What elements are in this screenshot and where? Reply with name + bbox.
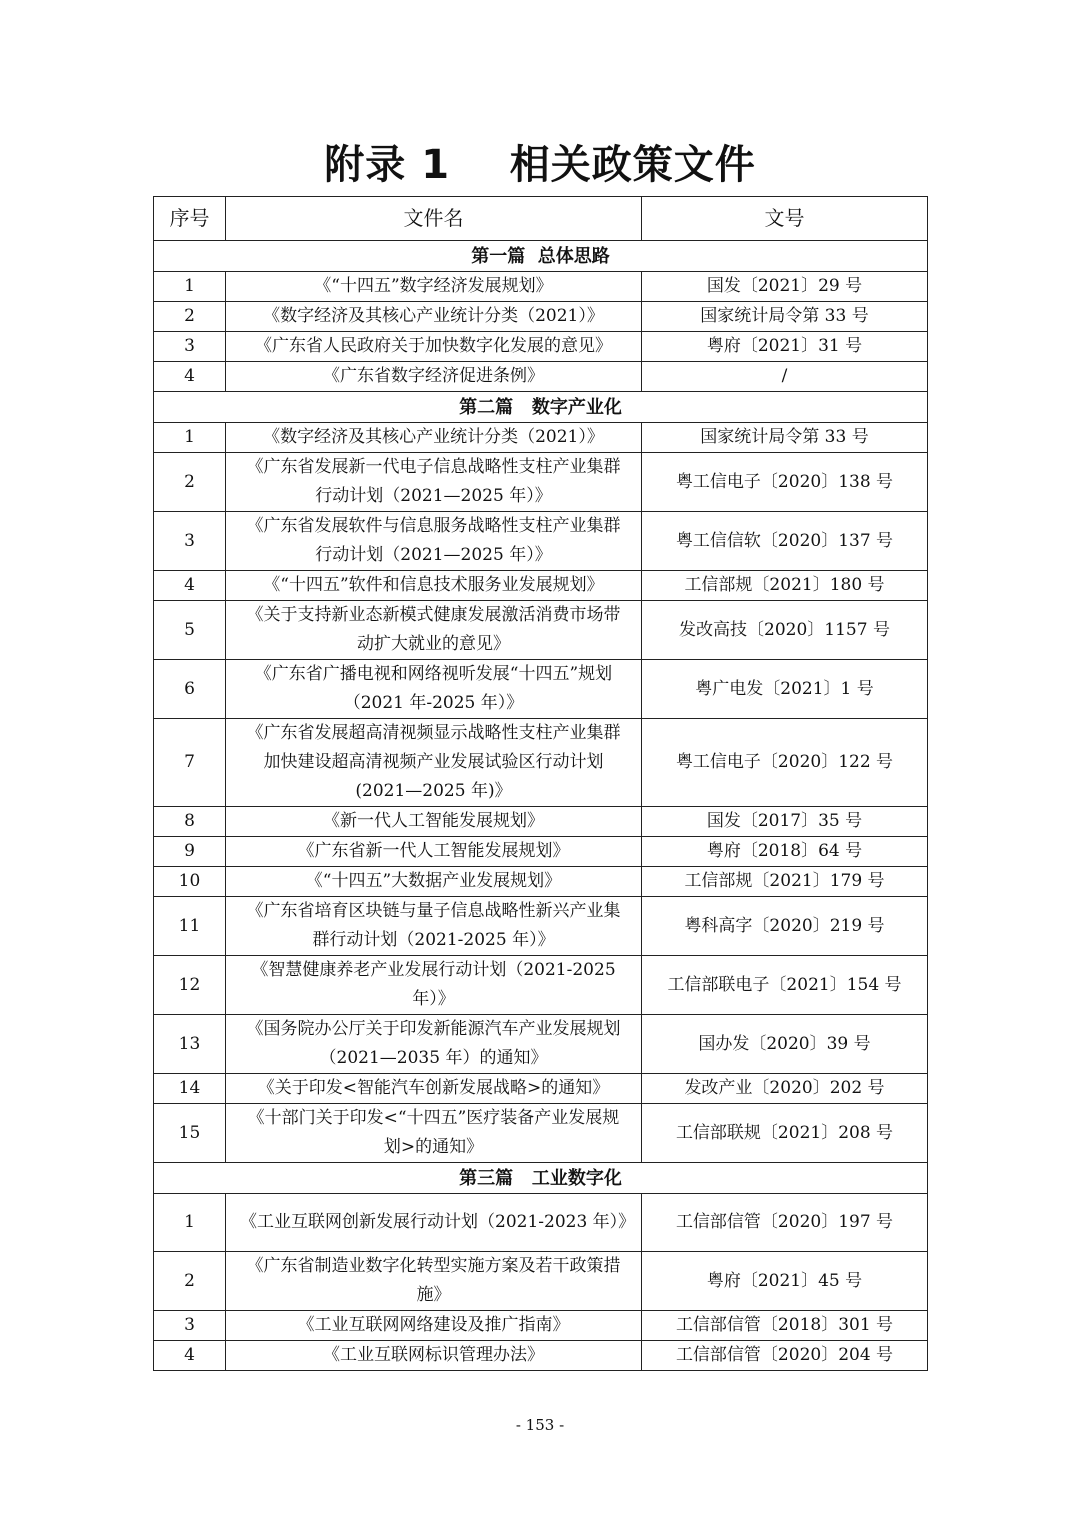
serial-cell: 2 <box>154 1252 226 1311</box>
doc-number-cell: 粤广电发〔2021〕1 号 <box>642 660 928 719</box>
serial-cell: 4 <box>154 1341 226 1371</box>
serial-cell: 13 <box>154 1015 226 1074</box>
doc-number-cell: 工信部信管〔2020〕204 号 <box>642 1341 928 1371</box>
doc-number-cell: / <box>642 362 928 392</box>
file-name-cell: 《工业互联网创新发展行动计划（2021-2023 年）》 <box>226 1194 642 1252</box>
file-name-cell: 《关于支持新业态新模式健康发展激活消费市场带动扩大就业的意见》 <box>226 601 642 660</box>
header-doc-number: 文号 <box>642 197 928 241</box>
file-name-cell: 《广东省发展超高清视频显示战略性支柱产业集群加快建设超高清视频产业发展试验区行动计划(2021—2025 年)》 <box>226 719 642 807</box>
serial-cell: 3 <box>154 512 226 571</box>
serial-cell: 5 <box>154 601 226 660</box>
section-title: 第一篇 总体思路 <box>154 241 928 272</box>
doc-number-cell: 工信部信管〔2020〕197 号 <box>642 1194 928 1252</box>
table-header-row <box>154 197 928 241</box>
table-row <box>154 362 928 392</box>
serial-cell: 10 <box>154 867 226 897</box>
serial-cell: 6 <box>154 660 226 719</box>
section-row <box>154 241 928 272</box>
doc-number-cell: 国家统计局令第 33 号 <box>642 302 928 332</box>
file-name-cell: 《“十四五”大数据产业发展规划》 <box>226 867 642 897</box>
serial-cell: 7 <box>154 719 226 807</box>
file-name-cell: 《数字经济及其核心产业统计分类（2021）》 <box>226 302 642 332</box>
doc-number-cell: 国办发〔2020〕39 号 <box>642 1015 928 1074</box>
doc-number-cell: 粤工信电子〔2020〕138 号 <box>642 453 928 512</box>
file-name-cell: 《广东省发展新一代电子信息战略性支柱产业集群行动计划（2021—2025 年）》 <box>226 453 642 512</box>
doc-number-cell: 国发〔2021〕29 号 <box>642 272 928 302</box>
table-row <box>154 332 928 362</box>
table-row <box>154 1104 928 1163</box>
serial-cell: 1 <box>154 1194 226 1252</box>
doc-number-cell: 工信部联规〔2021〕208 号 <box>642 1104 928 1163</box>
file-name-cell: 《工业互联网网络建设及推广指南》 <box>226 1311 642 1341</box>
table-row <box>154 807 928 837</box>
doc-number-cell: 粤工信信软〔2020〕137 号 <box>642 512 928 571</box>
table-row <box>154 601 928 660</box>
serial-cell: 15 <box>154 1104 226 1163</box>
file-name-cell: 《新一代人工智能发展规划》 <box>226 807 642 837</box>
page-title: 附录 1 相关政策文件 <box>324 142 756 188</box>
section-title: 第三篇 工业数字化 <box>154 1163 928 1194</box>
header-file-name: 文件名 <box>226 197 642 241</box>
doc-number-cell: 国发〔2017〕35 号 <box>642 807 928 837</box>
file-name-cell: 《广东省制造业数字化转型实施方案及若干政策措施》 <box>226 1252 642 1311</box>
section-title: 第二篇 数字产业化 <box>154 392 928 423</box>
file-name-cell: 《广东省人民政府关于加快数字化发展的意见》 <box>226 332 642 362</box>
file-name-cell: 《广东省发展软件与信息服务战略性支柱产业集群行动计划（2021—2025 年）》 <box>226 512 642 571</box>
serial-cell: 11 <box>154 897 226 956</box>
table-row <box>154 1015 928 1074</box>
serial-cell: 8 <box>154 807 226 837</box>
file-name-cell: 《广东省新一代人工智能发展规划》 <box>226 837 642 867</box>
file-name-cell: 《“十四五”数字经济发展规划》 <box>226 272 642 302</box>
section-row <box>154 1163 928 1194</box>
table-row <box>154 897 928 956</box>
serial-cell: 2 <box>154 302 226 332</box>
serial-cell: 1 <box>154 423 226 453</box>
table-row <box>154 1252 928 1311</box>
table-row <box>154 1341 928 1371</box>
table-row <box>154 453 928 512</box>
doc-number-cell: 发改产业〔2020〕202 号 <box>642 1074 928 1104</box>
table-row <box>154 956 928 1015</box>
table-row <box>154 423 928 453</box>
header-serial: 序号 <box>154 197 226 241</box>
serial-cell: 2 <box>154 453 226 512</box>
doc-number-cell: 粤工信电子〔2020〕122 号 <box>642 719 928 807</box>
file-name-cell: 《国务院办公厅关于印发新能源汽车产业发展规划（2021—2035 年）的通知》 <box>226 1015 642 1074</box>
doc-number-cell: 粤府〔2018〕64 号 <box>642 837 928 867</box>
doc-number-cell: 粤科高字〔2020〕219 号 <box>642 897 928 956</box>
doc-number-cell: 粤府〔2021〕31 号 <box>642 332 928 362</box>
file-name-cell: 《智慧健康养老产业发展行动计划（2021-2025 年）》 <box>226 956 642 1015</box>
table-body <box>154 241 928 1371</box>
doc-number-cell: 工信部信管〔2018〕301 号 <box>642 1311 928 1341</box>
file-name-cell: 《“十四五”软件和信息技术服务业发展规划》 <box>226 571 642 601</box>
file-name-cell: 《工业互联网标识管理办法》 <box>226 1341 642 1371</box>
file-name-cell: 《数字经济及其核心产业统计分类（2021）》 <box>226 423 642 453</box>
serial-cell: 1 <box>154 272 226 302</box>
doc-number-cell: 粤府〔2021〕45 号 <box>642 1252 928 1311</box>
table-row <box>154 571 928 601</box>
table-row <box>154 660 928 719</box>
serial-cell: 9 <box>154 837 226 867</box>
doc-number-cell: 发改高技〔2020〕1157 号 <box>642 601 928 660</box>
serial-cell: 3 <box>154 332 226 362</box>
table-row <box>154 1311 928 1341</box>
doc-number-cell: 国家统计局令第 33 号 <box>642 423 928 453</box>
page-number: - 153 - <box>515 1416 565 1434</box>
table-row <box>154 512 928 571</box>
file-name-cell: 《关于印发<智能汽车创新发展战略>的通知》 <box>226 1074 642 1104</box>
doc-number-cell: 工信部规〔2021〕179 号 <box>642 867 928 897</box>
policy-table <box>153 196 928 1371</box>
table-row <box>154 1194 928 1252</box>
table-row <box>154 302 928 332</box>
table-row <box>154 272 928 302</box>
doc-number-cell: 工信部规〔2021〕180 号 <box>642 571 928 601</box>
doc-number-cell: 工信部联电子〔2021〕154 号 <box>642 956 928 1015</box>
serial-cell: 4 <box>154 571 226 601</box>
serial-cell: 14 <box>154 1074 226 1104</box>
table-row <box>154 867 928 897</box>
section-row <box>154 392 928 423</box>
serial-cell: 12 <box>154 956 226 1015</box>
table-row <box>154 837 928 867</box>
file-name-cell: 《广东省广播电视和网络视听发展“十四五”规划（2021 年-2025 年）》 <box>226 660 642 719</box>
table-row <box>154 1074 928 1104</box>
file-name-cell: 《广东省数字经济促进条例》 <box>226 362 642 392</box>
serial-cell: 4 <box>154 362 226 392</box>
file-name-cell: 《十部门关于印发<“十四五”医疗装备产业发展规划>的通知》 <box>226 1104 642 1163</box>
serial-cell: 3 <box>154 1311 226 1341</box>
table-row <box>154 719 928 807</box>
file-name-cell: 《广东省培育区块链与量子信息战略性新兴产业集群行动计划（2021-2025 年）》 <box>226 897 642 956</box>
